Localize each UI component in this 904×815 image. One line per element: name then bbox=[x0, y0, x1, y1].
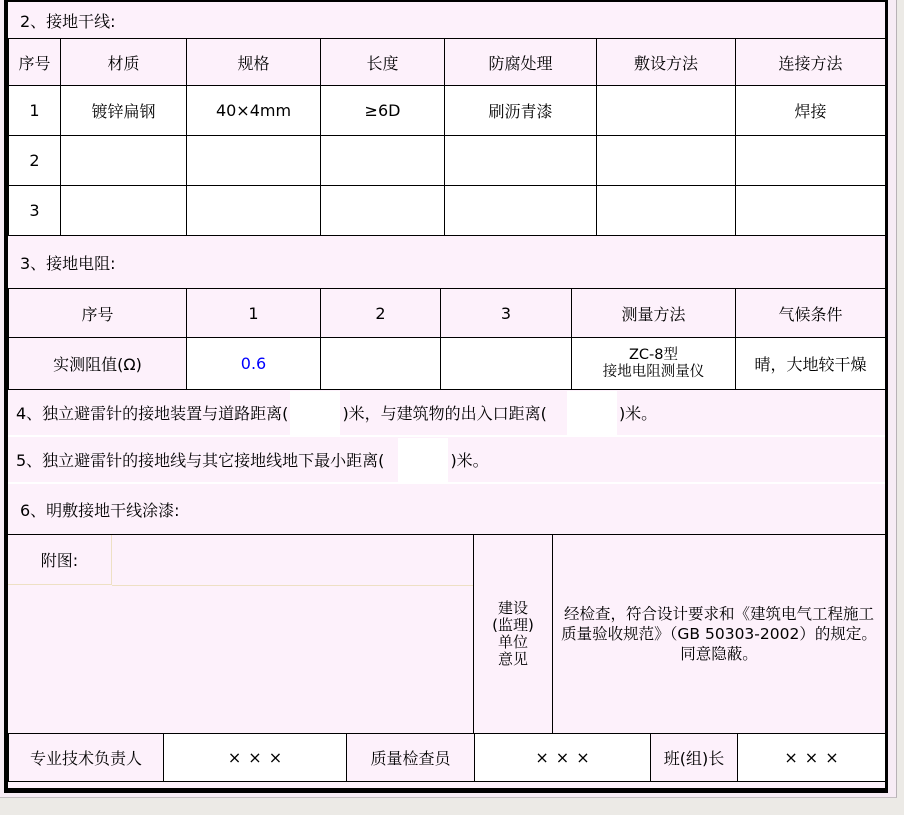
resistance-value-1[interactable]: 0.6 bbox=[187, 338, 321, 390]
cell-connection[interactable] bbox=[736, 186, 886, 236]
resistance-header-row bbox=[9, 289, 886, 338]
header-cell-connection: 连接方法 bbox=[736, 39, 886, 86]
opinion-label-line: 单位 bbox=[497, 633, 528, 651]
team-leader-label: 班(组)长 bbox=[651, 734, 738, 782]
min-distance-field[interactable] bbox=[398, 438, 448, 482]
opinion-text-line: 质量验收规范》（GB 50303-2002）的规定。 bbox=[561, 625, 877, 643]
cell-length[interactable] bbox=[321, 186, 445, 236]
distance-road-field[interactable] bbox=[290, 391, 340, 435]
section-2-title-row bbox=[8, 2, 885, 38]
cell-seq[interactable]: 2 bbox=[9, 136, 61, 186]
supervisor-opinion-text bbox=[552, 535, 885, 733]
cell-material[interactable]: 镀锌扁钢 bbox=[61, 86, 187, 136]
trunk-data-row bbox=[9, 136, 886, 186]
signature-table bbox=[8, 733, 886, 782]
resistance-value-2[interactable] bbox=[321, 338, 441, 390]
section-6-title-row bbox=[8, 484, 885, 534]
grounding-trunk-table bbox=[8, 38, 886, 236]
supervisor-opinion-label bbox=[473, 535, 552, 733]
resistance-value-3[interactable] bbox=[441, 338, 572, 390]
section-5-row bbox=[8, 437, 885, 484]
cell-length[interactable]: ≥6D bbox=[321, 86, 445, 136]
header-cell-2: 2 bbox=[321, 289, 441, 338]
signature-row bbox=[9, 734, 886, 782]
cell-laying-method[interactable] bbox=[597, 186, 736, 236]
section-5-text-prefix: 5、独立避雷针的接地线与其它接地线地下最小距离( bbox=[16, 451, 385, 470]
header-cell-material: 材质 bbox=[61, 39, 187, 86]
cell-connection[interactable] bbox=[736, 136, 886, 186]
section-4-text-prefix: 4、独立避雷针的接地装置与道路距离( bbox=[16, 404, 289, 423]
measure-method-cell[interactable] bbox=[572, 338, 736, 390]
opinion-text-line: 同意隐蔽。 bbox=[680, 645, 758, 663]
resistance-data-row bbox=[9, 338, 886, 390]
tech-lead-signature[interactable]: ××× bbox=[164, 734, 347, 782]
cell-length[interactable] bbox=[321, 136, 445, 186]
attached-figure-zone[interactable] bbox=[8, 535, 473, 733]
section-4-text-middle: )米，与建筑物的出入口距离( bbox=[342, 404, 547, 423]
header-cell-length: 长度 bbox=[321, 39, 445, 86]
section-4-text-suffix: )米。 bbox=[618, 404, 658, 423]
quality-inspector-signature[interactable]: ××× bbox=[475, 734, 651, 782]
cell-anticorrosion[interactable] bbox=[445, 136, 597, 186]
opinion-label-line: 意见 bbox=[497, 650, 528, 668]
header-cell-anticorrosion: 防腐处理 bbox=[445, 39, 597, 86]
header-cell-spec: 规格 bbox=[187, 39, 321, 86]
cell-seq[interactable]: 3 bbox=[9, 186, 61, 236]
weather-cell[interactable]: 晴，大地较干燥 bbox=[736, 338, 886, 390]
cell-spec[interactable] bbox=[187, 136, 321, 186]
cell-anticorrosion[interactable] bbox=[445, 186, 597, 236]
opinion-label-line: (监理) bbox=[492, 616, 534, 634]
grounding-resistance-table bbox=[8, 288, 886, 390]
section-3-title: 3、接地电阻: bbox=[20, 253, 116, 273]
trunk-data-row bbox=[9, 86, 886, 136]
figure-gridline bbox=[112, 585, 473, 586]
measure-method-line2: 接地电阻测量仪 bbox=[602, 363, 705, 380]
cell-connection[interactable]: 焊接 bbox=[736, 86, 886, 136]
header-cell-1: 1 bbox=[187, 289, 321, 338]
opinion-text-line: 经检查，符合设计要求和《建筑电气工程施工 bbox=[563, 605, 874, 623]
cell-material[interactable] bbox=[61, 186, 187, 236]
cell-spec[interactable] bbox=[187, 186, 321, 236]
team-leader-signature[interactable]: ××× bbox=[738, 734, 886, 782]
section-3-title-row bbox=[8, 236, 885, 288]
cell-spec[interactable]: 40×4mm bbox=[187, 86, 321, 136]
attached-figure-label: 附图: bbox=[8, 535, 112, 585]
trunk-data-row bbox=[9, 186, 886, 236]
tech-lead-label: 专业技术负责人 bbox=[9, 734, 164, 782]
opinion-label-line: 建设 bbox=[497, 599, 528, 617]
header-cell-3: 3 bbox=[441, 289, 572, 338]
trunk-header-row bbox=[9, 39, 886, 86]
cell-seq[interactable]: 1 bbox=[9, 86, 61, 136]
cell-material[interactable] bbox=[61, 136, 187, 186]
figure-and-opinion-area bbox=[8, 534, 885, 733]
section-2-title: 2、接地干线: bbox=[20, 11, 116, 31]
section-4-row bbox=[8, 390, 885, 437]
cell-laying-method[interactable] bbox=[597, 136, 736, 186]
measure-method-line1: ZC-8型 bbox=[628, 346, 678, 363]
distance-entrance-field[interactable] bbox=[567, 391, 617, 435]
header-cell-measure-method: 测量方法 bbox=[572, 289, 736, 338]
section-5-text-suffix: )米。 bbox=[450, 451, 489, 470]
header-cell-weather: 气候条件 bbox=[736, 289, 886, 338]
cell-anticorrosion[interactable]: 刷沥青漆 bbox=[445, 86, 597, 136]
cell-laying-method[interactable] bbox=[597, 86, 736, 136]
quality-inspector-label: 质量检查员 bbox=[347, 734, 475, 782]
section-6-title: 6、明敷接地干线涂漆: bbox=[20, 500, 180, 520]
header-cell-laying-method: 敷设方法 bbox=[597, 39, 736, 86]
grounding-record-form bbox=[4, 0, 888, 793]
measured-value-label: 实测阻值(Ω) bbox=[9, 338, 187, 390]
header-cell-seq: 序号 bbox=[9, 39, 61, 86]
header-cell-seq: 序号 bbox=[9, 289, 187, 338]
